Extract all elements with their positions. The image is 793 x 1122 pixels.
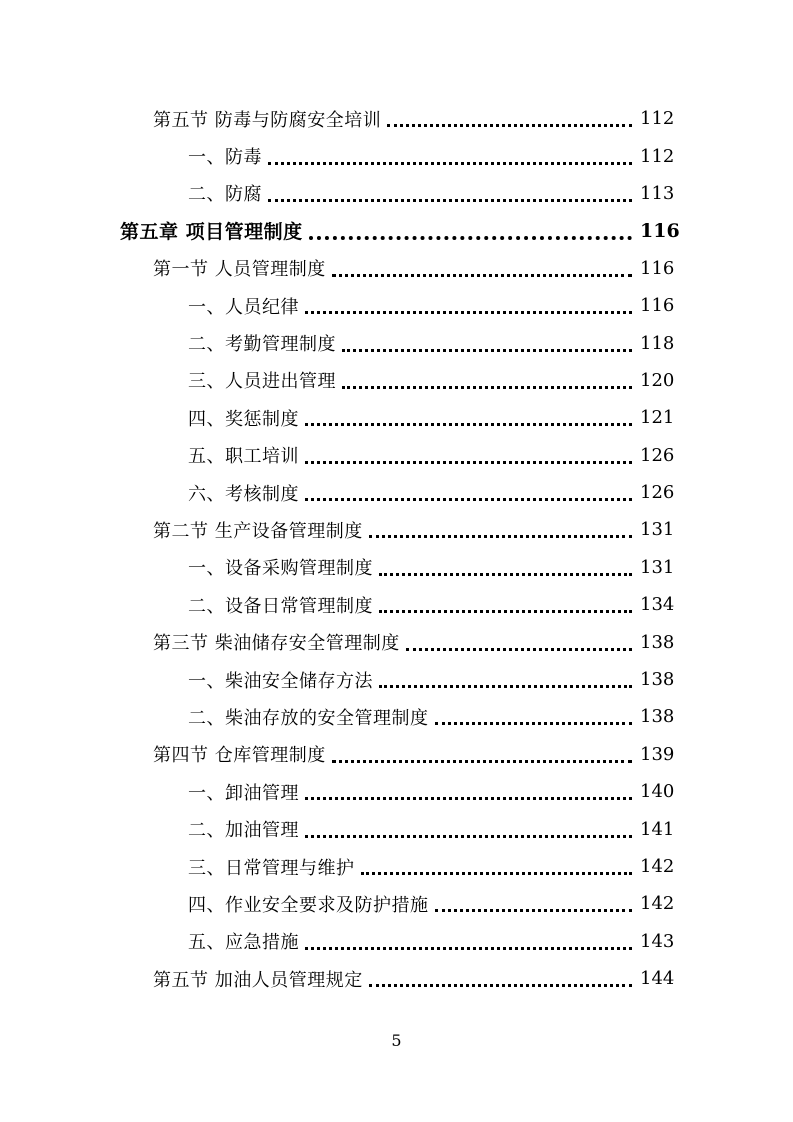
toc-entry-page: 142 bbox=[640, 893, 675, 915]
toc-entry-title: 一、防毒 bbox=[188, 147, 262, 169]
toc-dot-leader bbox=[435, 704, 633, 725]
toc-entry-title: 五、应急措施 bbox=[188, 932, 299, 954]
toc-chapter-title: 第五章 项目管理制度 bbox=[120, 221, 303, 244]
toc-dot-leader bbox=[361, 854, 633, 875]
toc-entry-title: 三、日常管理与维护 bbox=[188, 857, 355, 879]
toc-dot-leader bbox=[305, 405, 632, 426]
toc-entry[interactable] bbox=[0, 437, 793, 474]
toc-entry-page: 113 bbox=[640, 182, 675, 204]
toc-entry-title: 六、考核制度 bbox=[188, 483, 299, 505]
toc-dot-leader bbox=[268, 144, 632, 165]
toc-dot-leader bbox=[387, 106, 632, 127]
toc-entry-title: 第五节 加油人员管理规定 bbox=[153, 969, 363, 991]
toc-entry[interactable] bbox=[0, 586, 793, 623]
toc-entry-page: 138 bbox=[640, 669, 675, 691]
toc-entry-page: 138 bbox=[640, 706, 675, 728]
toc-entry[interactable] bbox=[0, 549, 793, 586]
toc-entry-page: 143 bbox=[640, 930, 675, 952]
toc-dot-leader bbox=[305, 443, 632, 464]
toc-entry-title: 一、设备采购管理制度 bbox=[188, 558, 373, 580]
toc-entry-page: 142 bbox=[640, 856, 675, 877]
toc-entry-title: 第四节 仓库管理制度 bbox=[153, 745, 326, 767]
toc-dot-leader bbox=[379, 667, 632, 688]
toc-dot-leader bbox=[369, 517, 632, 538]
table-of-contents bbox=[0, 100, 793, 997]
toc-entry-page: 118 bbox=[640, 332, 675, 354]
toc-entry-page: 126 bbox=[640, 444, 675, 466]
toc-dot-leader bbox=[309, 218, 632, 240]
toc-entry[interactable] bbox=[0, 810, 793, 847]
toc-dot-leader bbox=[305, 817, 632, 838]
toc-dot-leader bbox=[342, 331, 632, 352]
toc-entry-title: 二、柴油存放的安全管理制度 bbox=[188, 707, 429, 729]
toc-entry-page: 144 bbox=[640, 968, 675, 990]
toc-entry-page: 112 bbox=[640, 145, 675, 167]
toc-dot-leader bbox=[369, 966, 632, 987]
toc-entry[interactable] bbox=[0, 848, 793, 885]
toc-entry[interactable] bbox=[0, 324, 793, 361]
toc-entry[interactable] bbox=[0, 100, 793, 137]
toc-entry-title: 二、加油管理 bbox=[188, 820, 299, 842]
toc-entry-title: 第三节 柴油储存安全管理制度 bbox=[153, 633, 400, 655]
toc-entry-title: 三、人员进出管理 bbox=[188, 371, 336, 393]
toc-dot-leader bbox=[379, 555, 632, 576]
toc-dot-leader bbox=[379, 592, 632, 613]
toc-entry-page: 116 bbox=[640, 257, 675, 279]
toc-entry[interactable] bbox=[0, 175, 793, 212]
page-number: 5 bbox=[391, 1031, 402, 1050]
toc-entry[interactable] bbox=[0, 250, 793, 287]
toc-entry-page: 140 bbox=[640, 781, 675, 803]
toc-dot-leader bbox=[305, 293, 632, 314]
toc-entry-page: 120 bbox=[640, 369, 675, 391]
toc-entry-page: 131 bbox=[640, 519, 675, 541]
toc-entry[interactable] bbox=[0, 137, 793, 174]
toc-chapter-entry[interactable] bbox=[0, 212, 793, 249]
toc-entry-title: 第二节 生产设备管理制度 bbox=[153, 520, 363, 542]
toc-entry[interactable] bbox=[0, 960, 793, 997]
toc-dot-leader bbox=[332, 742, 632, 763]
toc-entry-title: 第五节 防毒与防腐安全培训 bbox=[153, 109, 382, 131]
toc-entry-title: 四、作业安全要求及防护措施 bbox=[188, 894, 429, 916]
toc-entry-page: 112 bbox=[640, 108, 675, 130]
toc-entry-title: 一、柴油安全储存方法 bbox=[188, 670, 373, 692]
toc-entry[interactable] bbox=[0, 885, 793, 922]
toc-entry[interactable] bbox=[0, 698, 793, 735]
toc-dot-leader bbox=[435, 891, 633, 912]
toc-dot-leader bbox=[342, 368, 632, 389]
toc-entry-page: 126 bbox=[640, 482, 675, 504]
toc-entry-page: 139 bbox=[640, 743, 675, 765]
toc-entry[interactable] bbox=[0, 511, 793, 548]
toc-entry-page: 121 bbox=[640, 407, 675, 429]
toc-chapter-page: 116 bbox=[640, 219, 680, 242]
toc-dot-leader bbox=[305, 929, 632, 950]
toc-entry[interactable] bbox=[0, 287, 793, 324]
toc-entry-title: 二、考勤管理制度 bbox=[188, 334, 336, 356]
toc-entry[interactable] bbox=[0, 773, 793, 810]
toc-entry-page: 134 bbox=[640, 594, 675, 616]
toc-entry[interactable] bbox=[0, 362, 793, 399]
toc-entry[interactable] bbox=[0, 923, 793, 960]
toc-entry-title: 第一节 人员管理制度 bbox=[153, 259, 326, 281]
toc-dot-leader bbox=[305, 779, 632, 800]
toc-dot-leader bbox=[332, 256, 632, 277]
toc-dot-leader bbox=[268, 181, 632, 202]
toc-entry-page: 138 bbox=[640, 631, 675, 653]
toc-entry-page: 116 bbox=[640, 295, 675, 317]
toc-entry[interactable] bbox=[0, 661, 793, 698]
toc-entry[interactable] bbox=[0, 736, 793, 773]
toc-entry-title: 一、人员纪律 bbox=[188, 296, 299, 318]
toc-entry[interactable] bbox=[0, 474, 793, 511]
toc-dot-leader bbox=[305, 480, 632, 501]
toc-entry-title: 二、设备日常管理制度 bbox=[188, 595, 373, 617]
toc-entry-title: 五、职工培训 bbox=[188, 446, 299, 468]
toc-entry-title: 二、防腐 bbox=[188, 184, 262, 206]
toc-entry[interactable] bbox=[0, 623, 793, 660]
toc-entry-page: 131 bbox=[640, 556, 675, 578]
toc-entry-title: 四、奖惩制度 bbox=[188, 408, 299, 430]
toc-entry-page: 141 bbox=[640, 818, 675, 840]
toc-dot-leader bbox=[406, 630, 632, 651]
toc-entry[interactable] bbox=[0, 399, 793, 436]
toc-entry-title: 一、卸油管理 bbox=[188, 782, 299, 804]
